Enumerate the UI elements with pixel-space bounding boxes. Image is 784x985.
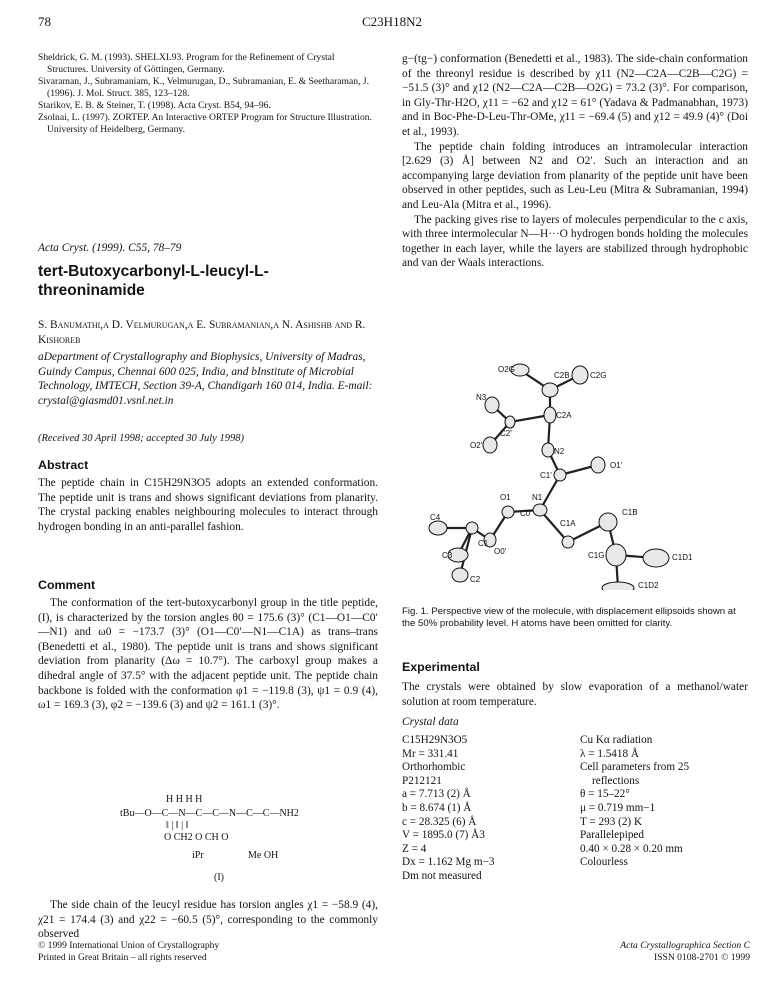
atom-ellipsoid xyxy=(643,549,669,567)
atom-label: O2' xyxy=(470,441,483,450)
article-authors: S. Banumathi,a D. Velmurugan,a E. Subramanian,a N. Ashishb and R. Kishoreb xyxy=(38,319,366,346)
crystal-data-item: Colourless xyxy=(580,856,628,869)
page-number: 78 xyxy=(38,14,51,29)
crystal-data-item: a = 7.713 (2) Å xyxy=(402,788,471,801)
abstract-heading: Abstract xyxy=(38,458,89,472)
atom-ellipsoid xyxy=(466,522,478,534)
atom-ellipsoid xyxy=(602,582,634,590)
comment-text: The conformation of the tert-butoxycarbonyl group in the title peptide, (I), is characterized by the torsion angles θ0 = 175.6 (3)° (C1—O1—C0′—N1) and ω0 = −173.7 (3)° (O1—C0′—N1—C1A) as trans–trans (Benedetti et al., 1980). The peptide unit is trans and shows significant deviation from planarity (Δω = 10.7°). The carboxyl group makes a dihedral angle of 37.5° with the adjacent peptide unit. The peptide chain backbone is folded with the conformation φ1 = −119.8 (3), ψ1 = 0.9 (4), ω1 = 169.3 (3), φ2 = −139.6 (3) and ψ2 = 161.1 (3)°. xyxy=(38,597,378,712)
crystal-data-item: θ = 15–22° xyxy=(580,788,630,801)
atom-label: O1' xyxy=(610,461,623,470)
article-source: Acta Cryst. (1999). C55, 78–79 xyxy=(38,242,182,254)
atom-ellipsoid xyxy=(452,568,468,582)
atom-ellipsoid xyxy=(505,416,515,428)
running-formula: C23H18N2 xyxy=(362,14,422,29)
crystal-data-item: Dm not measured xyxy=(402,869,482,882)
scheme-me-oh: Me OH xyxy=(248,850,279,861)
ortep-figure xyxy=(420,350,720,590)
comment-para-1 xyxy=(38,596,378,713)
crystal-data-item: Mr = 331.41 xyxy=(402,747,459,760)
atom-ellipsoid xyxy=(483,437,497,453)
atom-ellipsoid xyxy=(554,469,566,481)
atom-label: O1 xyxy=(500,493,511,502)
atom-label: C2B xyxy=(554,371,570,380)
discussion-para-3: The packing gives rise to layers of molecules perpendicular to the c axis, with three intermolecular N—H···O hydrogen bonds holding the molecules together in each layer, while the layers are stabilized through hydrophobic and van der Waals interactions. xyxy=(402,213,748,270)
scheme-h-row: H H H H xyxy=(166,794,203,805)
atom-label: O0' xyxy=(494,547,507,556)
reference-list xyxy=(38,52,378,136)
abstract-text: The peptide chain in C15H29N3O5 adopts an extended conformation. The peptide unit is trans and shows significant deviations from planarity. The crystal packing enables neighbouring molecules to interact through hydrogen bonding in an anti-parallel fashion. xyxy=(38,477,378,533)
issn: ISSN 0108-2701 © 1999 xyxy=(653,952,750,963)
crystal-data-item: Parallelepiped xyxy=(580,829,644,842)
crystal-data-item: C15H29N3O5 xyxy=(402,734,468,746)
reference-item: Zsolnai, L. (1997). ZORTEP. An Interactive ORTEP Program for Structure Illustration. University of Heidelberg, Germany. xyxy=(38,112,372,135)
scheme-label: (I) xyxy=(214,872,224,883)
scheme-sub-row: O CH2 O CH O xyxy=(164,832,229,843)
crystal-data-item: T = 293 (2) K xyxy=(580,815,643,828)
crystal-data-item: P212121 xyxy=(402,774,442,787)
scheme-ipr: iPr xyxy=(192,850,204,861)
discussion-para-1: g−(tg−) conformation (Benedetti et al., 1983). The side-chain conformation of the threonyl residue is described by χ11 (N2—C2A—C2B—C2G) = −51.5 (3)° and χ12 (N2—C2A—C2B—O2G) = 73.2 (3)°. For comparison, in Gly-Thr-H2O, χ11 = −62 and χ12 = 61° (Yadava & Padmanabhan, 1973) and in Boc-Phe-D-Leu-Thr-OMe, χ11 = −69.4 (5) and χ12 = 49.9 (4)° (Doi et al., 1993). xyxy=(402,53,748,138)
atom-label: C2A xyxy=(556,411,572,420)
scheme-main-chain: tBu—O—C—N—C—C—N—C—C—NH2 xyxy=(120,808,299,819)
atom-ellipsoid xyxy=(572,366,588,384)
journal-name: Acta Crystallographica Section C xyxy=(620,940,750,951)
footer-right xyxy=(560,940,750,964)
crystal-data-item: Cu Kα radiation xyxy=(580,734,653,746)
atom-ellipsoid xyxy=(544,407,556,423)
crystal-data-item: λ = 1.5418 Å xyxy=(580,747,639,760)
atom-label: C4 xyxy=(430,513,441,522)
right-column-text xyxy=(402,52,748,271)
atom-ellipsoid xyxy=(542,443,554,457)
atom-ellipsoid xyxy=(599,513,617,531)
reference-item: Starikov, E. B. & Steiner, T. (1998). Acta Cryst. B54, 94–96. xyxy=(38,100,271,111)
crystal-data-item: Z = 4 xyxy=(402,842,427,855)
atom-label: C0' xyxy=(520,509,532,518)
reference-item: Sheldrick, G. M. (1993). SHELXL93. Program for the Refinement of Crystal Structures. University of Göttingen, Germany. xyxy=(38,52,335,75)
copyright: © 1999 International Union of Crystallography xyxy=(38,940,220,951)
article-title: tert-Butoxycarbonyl-L-leucyl-L-threoninamide xyxy=(38,263,269,299)
atom-label: C1' xyxy=(540,471,552,480)
atom-label: N2 xyxy=(554,447,565,456)
crystal-data-item: 0.40 × 0.28 × 0.20 mm xyxy=(580,842,683,855)
atom-ellipsoid xyxy=(429,521,447,535)
discussion-para-2: The peptide chain folding introduces an intramolecular interaction [2.629 (3) Å] between N2 and O2′. Such an interaction and an accompanying large deviation from planarity of the peptide unit have been observed in other peptides, such as Leu-Leu (Mitra & Subramanian, 1994) and Leu-Ala (Mitra et al., 1996). xyxy=(402,140,748,211)
crystal-data-item: Orthorhombic xyxy=(402,761,466,774)
experimental-text: The crystals were obtained by slow evaporation of a methanol/water solution at room temperature. xyxy=(402,681,748,708)
crystal-data-item: b = 8.674 (1) Å xyxy=(402,801,472,814)
received-dates: (Received 30 April 1998; accepted 30 July 1998) xyxy=(38,433,244,444)
crystal-data-item: Dx = 1.162 Mg m−3 xyxy=(402,856,495,869)
atom-ellipsoid xyxy=(533,504,547,516)
comment-heading: Comment xyxy=(38,578,96,592)
page-header xyxy=(0,14,784,38)
article-affiliation: aDepartment of Crystallography and Biophysics, University of Madras, Guindy Campus, Chennai 600 025, India, and bInstitute of Microbial Technology, IMTECH, Section 39-A, Chandigarh 160 014, India. E-mail: crystal@giasmd01.vsnl.net.in xyxy=(38,351,373,407)
comment-para-2 xyxy=(38,898,378,942)
atom-ellipsoid xyxy=(502,506,514,518)
atom-label: C1 xyxy=(478,539,489,548)
atom-ellipsoid xyxy=(606,544,626,566)
printed-note: Printed in Great Britain – all rights reserved xyxy=(38,952,207,963)
atom-label: C2G xyxy=(590,371,607,380)
atom-ellipsoid xyxy=(485,397,499,413)
comment-text: The side chain of the leucyl residue has torsion angles χ1 = −58.9 (4), χ21 = 174.4 (3) and χ22 = −60.5 (5)°, corresponding to the commonly observed xyxy=(38,899,378,941)
atom-ellipsoid xyxy=(562,536,574,548)
atom-label: C1D2 xyxy=(638,581,659,590)
crystal-data-item: μ = 0.719 mm−1 xyxy=(580,801,656,814)
atom-label: N1 xyxy=(532,493,543,502)
atom-label: C2' xyxy=(500,429,512,438)
reference-item: Sivaraman, J., Subramaniam, K., Velmurugan, D., Subramanian, E. & Seetharaman, J. (1996). J. Mol. Struct. 385, 123–128. xyxy=(38,76,370,99)
atom-label: C2 xyxy=(470,575,481,584)
atom-label: C3 xyxy=(442,551,453,560)
crystal-data-item: V = 1895.0 (7) Å3 xyxy=(402,829,485,842)
atom-ellipsoid xyxy=(591,457,605,473)
atom-label: N3 xyxy=(476,393,487,402)
crystal-data-left xyxy=(402,734,572,884)
crystal-data-right xyxy=(580,734,748,870)
figure-caption: Fig. 1. Perspective view of the molecule, with displacement ellipsoids shown at the 50% probability level. H atoms have been omitted for clarity. xyxy=(402,606,736,629)
crystal-data-item: reflections xyxy=(592,774,640,787)
atom-label: C1D1 xyxy=(672,553,693,562)
chemical-scheme xyxy=(120,794,340,894)
atom-label: O2G xyxy=(498,365,515,374)
atom-label: C1G xyxy=(588,551,605,560)
footer-left xyxy=(38,940,219,964)
crystal-data-heading: Crystal data xyxy=(402,716,459,728)
atom-ellipsoid xyxy=(542,383,558,397)
atom-label: C1A xyxy=(560,519,576,528)
experimental-heading: Experimental xyxy=(402,660,480,674)
crystal-data-item: Cell parameters from 25 xyxy=(580,761,690,774)
atom-label: C1B xyxy=(622,508,638,517)
crystal-data-item: c = 28.325 (6) Å xyxy=(402,815,477,828)
scheme-bonds: ‖ | ‖ | ‖ xyxy=(166,820,189,831)
